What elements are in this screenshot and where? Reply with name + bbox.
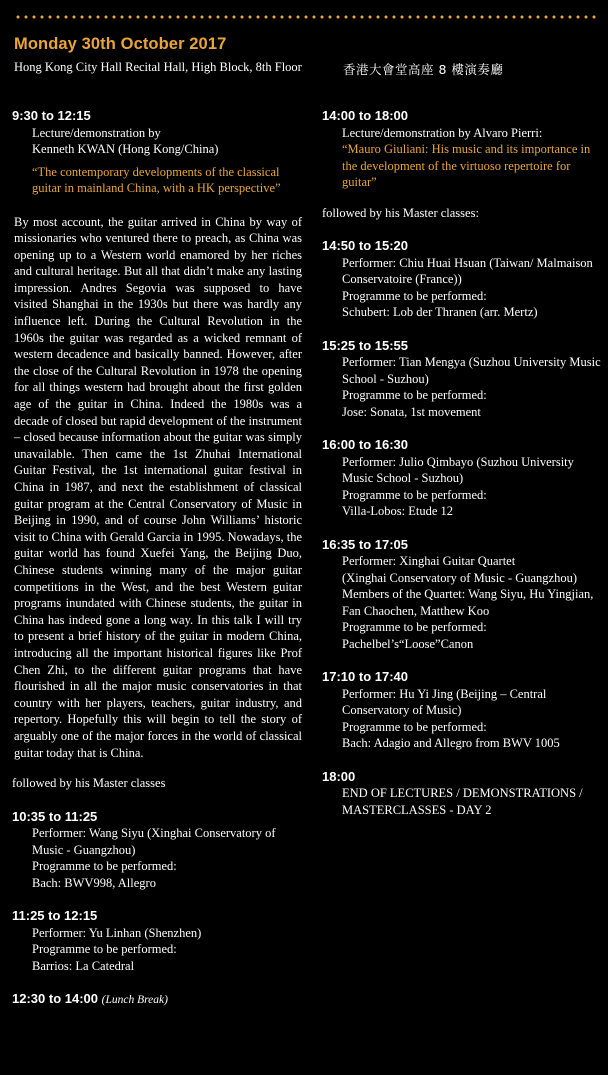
session-time: 15:25 to 15:55	[322, 337, 408, 353]
closing-note: END OF LECTURES / DEMONSTRATIONS / MASTERCLASSES - DAY 2	[342, 786, 583, 817]
session-line: Bach: BWV998, Allegro	[32, 875, 156, 890]
session-line: Kenneth KWAN (Hong Kong/China)	[32, 142, 219, 156]
page-title: Monday 30th October 2017	[14, 35, 227, 53]
session-time: 16:35 to 17:05	[322, 536, 408, 552]
session-line: Programme to be performed:	[342, 620, 487, 634]
session-line: Villa-Lobos: Etude 12	[342, 504, 454, 518]
session-line: Barrios: La Catedral	[32, 958, 135, 973]
lecture-abstract: By most account, the guitar arrived in China by way of missionaries who ventured there to preach, as China was opening up to a Western world enamored by her riches and cultural heritage. But all that didn’t make any lasting impression. Andres Segovia was supposed to have visited Shanghai in the 1930s but there was hardly any influence left. During the Cultural Revolution in the 1960s the guitar was regarded as a wicked remnant of western decadence and basically banned. However, after the close of the Cultural Revolution in 1978 the opening for all things western had brought about the first golden age of the guitar in China. Indeed the 1980s was a decade of closed but rapid development of the instrument – closed because information about the guitar was simply unavailable. Then came the 1st Zhuhai International Guitar Festival, the 1st international guitar festival in China in 1987, and next the establishment of classical guitar program at the Central Conservatory of Music in Beijing in 1990, and of course John Williams’ historic visit to China with Gerald Garcia in 1995. Nowadays, the guitar world has found Xuefei Yang, the Beijing Duo, Chinese students winning many of the major guitar competitions in the West, and the best Western guitar programs inundated with Chinese students, the guitar in China has indeed gone a long way. In this talk I will try to present a brief history of the guitar in modern China, introducing all the important historical figures like Prof Chen Zhi, to the different guitar programs that have flourished in all the major music conservatories in that country with her players, teachers, guitar industry, and repertory. Hopefully this will begin to tell the story of arguably one of the major forces in the world of classical guitar today that is China.	[14, 214, 302, 760]
session-line: Members of the Quartet: Wang Siyu, Hu Yingjian,	[342, 587, 594, 601]
lecture-title: “The contemporary developments of the classical guitar in mainland China, with a HK perspective”	[32, 164, 281, 195]
lunch-time: 12:30 to 14:00	[12, 991, 98, 1007]
venue-text: Hong Kong City Hall Recital Hall, High Block, 8th Floor	[14, 60, 302, 74]
dotted-divider	[14, 14, 596, 20]
session-line: Schubert: Lob der Thranen (arr. Mertz)	[342, 305, 538, 319]
session-time: 11:25 to 12:15	[12, 908, 98, 924]
session-line: Performer: Xinghai Guitar Quartet	[342, 554, 516, 568]
left-column	[12, 108, 302, 1009]
right-column	[322, 108, 602, 818]
followed-note: followed by his Master classes	[12, 776, 166, 791]
session-line: Bach: Adagio and Allegro from BWV 1005	[342, 736, 560, 750]
session-line: Pachelbel’s“Loose”Canon	[342, 636, 474, 651]
session-line: Performer: Yu Linhan (Shenzhen)	[32, 925, 202, 940]
session-line: Programme to be performed:	[342, 487, 487, 502]
session-line: Performer: Wang Siyu (Xinghai Conservatory of Music - Guangzhou)	[32, 826, 276, 857]
session-line: Performer: Tian Mengya (Suzhou University Music School - Suzhou)	[342, 355, 601, 386]
session-time: 9:30 to 12:15	[12, 108, 91, 123]
session-line: Programme to be performed:	[342, 288, 487, 303]
session-line: (Xinghai Conservatory of Music - Guangzhou)	[342, 570, 578, 585]
session-line: Performer: Hu Yi Jing (Beijing – Central Conservatory of Music)	[342, 686, 547, 717]
session-time: 16:00 to 16:30	[322, 437, 408, 452]
session-line: Performer: Chiu Huai Hsuan (Taiwan/ Malmaison	[342, 255, 593, 270]
session-line: Conservatoire (France))	[342, 272, 462, 286]
session-time: 14:00 to 18:00	[322, 108, 408, 123]
lunch-break-note: (Lunch Break)	[101, 994, 168, 1007]
session-line: Programme to be performed:	[342, 719, 487, 734]
session-line: Lecture/demonstration by	[32, 125, 161, 140]
session-time: 10:35 to 11:25	[12, 808, 98, 824]
followed-note: followed by his Master classes:	[322, 205, 479, 220]
session-time	[12, 991, 302, 1009]
session-time: 18:00	[322, 768, 356, 784]
session-time: 14:50 to 15:20	[322, 238, 408, 253]
session-time: 17:10 to 17:40	[322, 669, 408, 684]
session-line: Fan Chaochen, Matthew Koo	[342, 603, 490, 618]
lecture-title: “Mauro Giuliani: His music and its importance in the development of the virtuoso repertoire for guitar”	[342, 142, 591, 189]
session-line: Programme to be performed:	[32, 942, 177, 957]
session-line: Programme to be performed:	[32, 859, 177, 874]
session-line: Lecture/demonstration by Alvaro Pierri:	[342, 125, 543, 140]
venue-chinese-text: 香港大會堂高座 8 樓演奏廳	[343, 62, 504, 77]
session-line: Performer: Julio Qimbayo (Suzhou University Music School - Suzhou)	[342, 454, 574, 485]
session-line: Jose: Sonata, 1st movement	[342, 404, 481, 419]
session-line: Programme to be performed:	[342, 388, 487, 402]
